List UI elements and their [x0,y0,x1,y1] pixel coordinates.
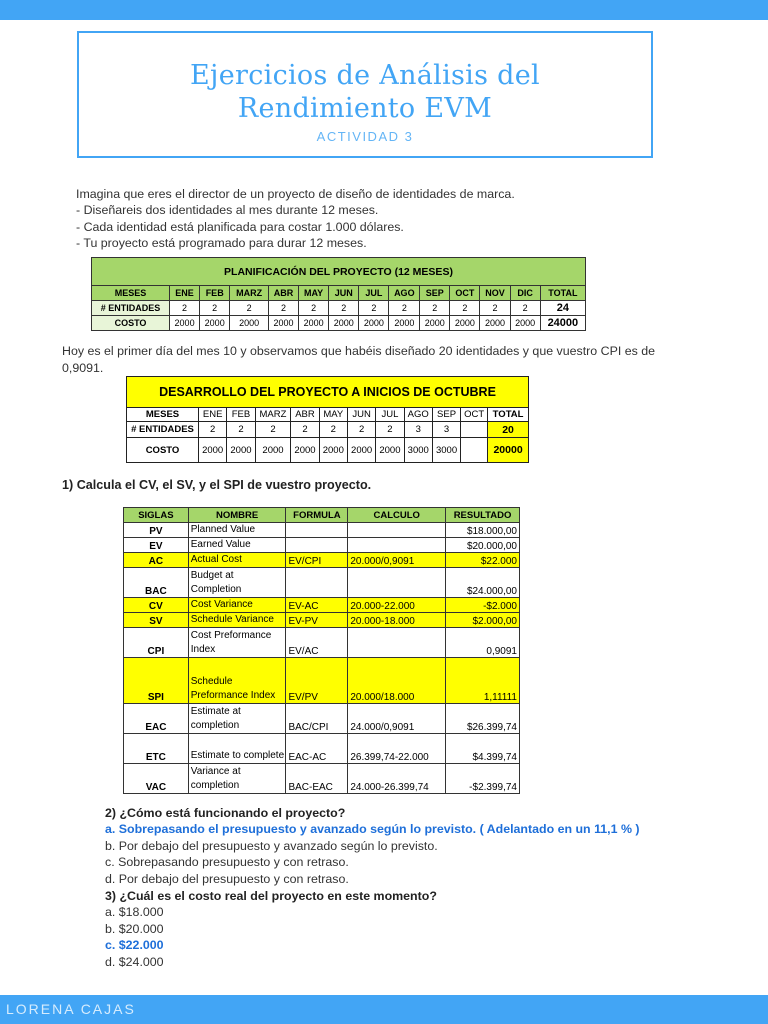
entities-cell: 2 [319,422,347,438]
entities-cell: 2 [227,422,255,438]
formula-cell [286,568,348,598]
entities-cell: 2 [230,301,269,316]
name-cell: Earned Value [188,538,286,553]
name-cell: Estimate at completion [188,704,286,734]
calculation-cell: 26.399,74-22.000 [348,734,446,764]
calculation-cell: 20.000-22.000 [348,598,446,613]
result-cell: $4.399,74 [446,734,520,764]
formula-cell: BAC/CPI [286,704,348,734]
cost-cell: 2000 [299,316,329,331]
intro-text [76,186,515,252]
entities-cell: 2 [376,422,404,438]
calculation-cell [348,568,446,598]
cost-cell: 3000 [432,438,460,463]
cost-cell: 2000 [389,316,420,331]
cost-cell: 2000 [450,316,480,331]
total-entities: 20 [488,422,529,438]
question-3-block [105,888,437,970]
entities-cell: 2 [347,422,375,438]
cost-cell: 2000 [199,438,227,463]
cost-cell: 2000 [329,316,359,331]
footer-author: LORENA CAJAS [6,1001,136,1017]
entities-cell: 2 [389,301,420,316]
planning-label-entities: # ENTIDADES [92,301,170,316]
planning-table [91,257,586,331]
table-row [124,704,520,734]
entities-cell: 2 [359,301,389,316]
development-label-entities: # ENTIDADES [127,422,199,438]
cost-cell: 2000 [510,316,540,331]
answer-option-selected: a. Sobrepasando el presupuesto y avanzado según lo previsto. ( Adelantado en un 11,1 % ) [105,822,640,837]
month-header: NOV [480,286,510,301]
cost-cell: 2000 [319,438,347,463]
table-row [124,764,520,794]
footer-bar [0,995,768,1024]
month-header: JUL [359,286,389,301]
name-cell: Schedule Variance [188,613,286,628]
calculation-cell: 24.000/0,9091 [348,704,446,734]
cost-cell: 2000 [376,438,404,463]
name-cell: Budget at Completion [188,568,286,598]
question-2: 2) ¿Cómo está funcionando el proyecto? [105,806,346,820]
entities-cell: 3 [404,422,432,438]
table-row [124,553,520,568]
column-header: RESULTADO [446,508,520,523]
entities-cell: 2 [510,301,540,316]
result-cell: -$2.399,74 [446,764,520,794]
total-cost: 20000 [488,438,529,463]
intro-line: - Diseñareis dos identidades al mes durante 12 meses. [76,203,379,218]
month-header: ABR [268,286,298,301]
table-row [124,658,520,704]
cost-cell: 2000 [227,438,255,463]
entities-cell: 2 [200,301,230,316]
formula-cell: EV/CPI [286,553,348,568]
total-entities: 24 [540,301,585,316]
development-table-title: DESARROLLO DEL PROYECTO A INICIOS DE OCTUBRE [127,377,529,408]
answer-option: b. $20.000 [105,921,164,936]
cost-cell: 2000 [420,316,450,331]
formula-cell: EV-PV [286,613,348,628]
question-2-block [105,805,640,887]
formula-cell [286,523,348,538]
cost-cell: 2000 [268,316,298,331]
month-header: JUN [347,408,375,422]
cost-cell: 2000 [170,316,200,331]
planning-label-cost: COSTO [92,316,170,331]
acronym-cell: EV [124,538,189,553]
entities-cell: 2 [255,422,291,438]
name-cell: Actual Cost [188,553,286,568]
entities-cell: 2 [199,422,227,438]
month-header: FEB [200,286,230,301]
planning-table-title: PLANIFICACIÓN DEL PROYECTO (12 MESES) [92,258,586,286]
answer-option: a. $18.000 [105,905,164,920]
acronym-cell: CV [124,598,189,613]
calculation-cell: 24.000-26.399,74 [348,764,446,794]
cost-cell [461,438,488,463]
answer-option: d. Por debajo del presupuesto y con retraso. [105,871,349,886]
cost-cell: 3000 [404,438,432,463]
month-header: MAY [299,286,329,301]
cost-cell: 2000 [291,438,319,463]
entities-cell: 2 [329,301,359,316]
month-header: OCT [461,408,488,422]
title-line-1: Ejercicios de Análisis del [190,60,540,91]
development-label-cost: COSTO [127,438,199,463]
month-header: AGO [404,408,432,422]
month-header: AGO [389,286,420,301]
column-header: SIGLAS [124,508,189,523]
top-accent-bar [0,0,768,20]
acronym-cell: VAC [124,764,189,794]
result-cell: $2.000,00 [446,613,520,628]
title-line-2: Rendimiento EVM [237,93,493,124]
title-box [77,31,653,158]
cost-cell: 2000 [200,316,230,331]
result-cell: 0,9091 [446,628,520,658]
result-cell: 1,11111 [446,658,520,704]
name-cell: Estimate to complete [188,734,286,764]
result-cell: -$2.000 [446,598,520,613]
calculation-cell [348,523,446,538]
answer-option: c. Sobrepasando presupuesto y con retraso. [105,855,349,870]
table-row [124,734,520,764]
acronym-cell: SV [124,613,189,628]
development-label-months: MESES [127,408,199,422]
column-header: NOMBRE [188,508,286,523]
month-header: ENE [170,286,200,301]
table-row [124,628,520,658]
acronym-cell: ETC [124,734,189,764]
total-cost: 24000 [540,316,585,331]
entities-cell [461,422,488,438]
result-cell: $26.399,74 [446,704,520,734]
month-header: DIC [510,286,540,301]
entities-cell: 2 [268,301,298,316]
name-cell: Cost Preformance Index [188,628,286,658]
cost-cell: 2000 [255,438,291,463]
table-row [124,523,520,538]
formula-cell [286,538,348,553]
cost-cell: 2000 [347,438,375,463]
acronym-cell: BAC [124,568,189,598]
formula-cell: EV/AC [286,628,348,658]
intro-line: Imagina que eres el director de un proyecto de diseño de identidades de marca. [76,187,515,201]
name-cell: Schedule Preformance Index [188,658,286,704]
answer-option: d. $24.000 [105,954,164,969]
month-header: OCT [450,286,480,301]
answer-option-selected: c. $22.000 [105,938,164,953]
calculation-cell: 20.000/0,9091 [348,553,446,568]
month-header: ENE [199,408,227,422]
month-header: FEB [227,408,255,422]
calculation-cell: 20.000/18.000 [348,658,446,704]
planning-label-months: MESES [92,286,170,301]
name-cell: Cost Variance [188,598,286,613]
page-title [79,59,651,125]
column-header: FORMULA [286,508,348,523]
cost-cell: 2000 [480,316,510,331]
table-row [124,538,520,553]
calculation-cell: 20.000-18.000 [348,613,446,628]
table-row [124,568,520,598]
calculation-cell [348,538,446,553]
acronym-cell: SPI [124,658,189,704]
evm-table [123,507,520,794]
entities-cell: 3 [432,422,460,438]
result-cell: $22.000 [446,553,520,568]
subtitle: ACTIVIDAD 3 [316,129,414,144]
name-cell: Variance at completion [188,764,286,794]
intro-line: - Tu proyecto está programado para durar 12 meses. [76,236,367,251]
calculation-cell [348,628,446,658]
acronym-cell: CPI [124,628,189,658]
acronym-cell: EAC [124,704,189,734]
formula-cell: BAC-EAC [286,764,348,794]
entities-cell: 2 [450,301,480,316]
context-paragraph: Hoy es el primer día del mes 10 y observamos que habéis diseñado 20 identidades y que vuestro CPI es de 0,9091. [62,344,656,375]
acronym-cell: PV [124,523,189,538]
month-header: JUN [329,286,359,301]
total-header: TOTAL [488,408,529,422]
formula-cell: EAC-AC [286,734,348,764]
acronym-cell: AC [124,553,189,568]
entities-cell: 2 [299,301,329,316]
month-header: SEP [432,408,460,422]
cost-cell: 2000 [230,316,269,331]
month-header: MAY [319,408,347,422]
formula-cell: EV/PV [286,658,348,704]
answer-option: b. Por debajo del presupuesto y avanzado según lo previsto. [105,838,438,853]
formula-cell: EV-AC [286,598,348,613]
month-header: JUL [376,408,404,422]
column-header: CALCULO [348,508,446,523]
development-table [126,376,529,463]
month-header: MARZ [230,286,269,301]
entities-cell: 2 [291,422,319,438]
result-cell: $18.000,00 [446,523,520,538]
month-header: ABR [291,408,319,422]
cost-cell: 2000 [359,316,389,331]
total-header: TOTAL [540,286,585,301]
month-header: SEP [420,286,450,301]
table-row [124,598,520,613]
question-3: 3) ¿Cuál es el costo real del proyecto en este momento? [105,889,437,903]
question-1: 1) Calcula el CV, el SV, y el SPI de vuestro proyecto. [62,478,372,492]
entities-cell: 2 [170,301,200,316]
entities-cell: 2 [420,301,450,316]
result-cell: $24.000,00 [446,568,520,598]
table-row [124,613,520,628]
result-cell: $20.000,00 [446,538,520,553]
intro-line: - Cada identidad está planificada para costar 1.000 dólares. [76,219,404,234]
name-cell: Planned Value [188,523,286,538]
entities-cell: 2 [480,301,510,316]
month-header: MARZ [255,408,291,422]
